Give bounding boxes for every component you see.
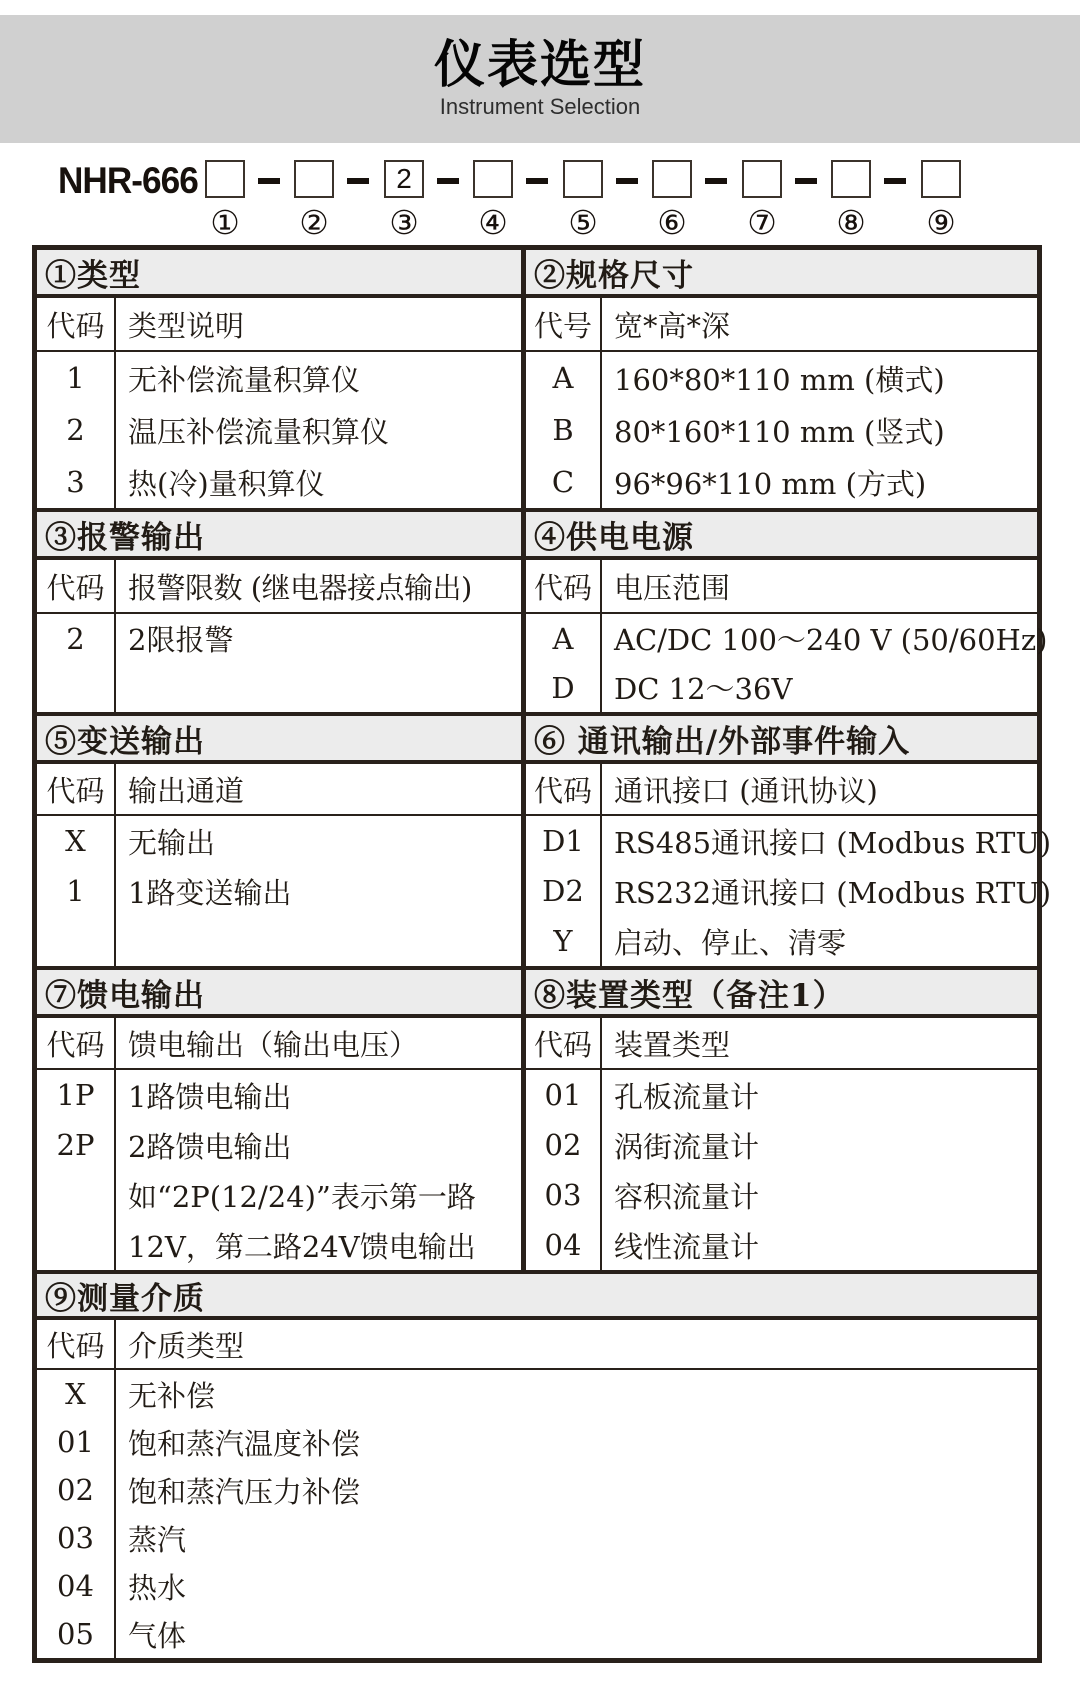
section-title: ①类型 <box>37 250 521 298</box>
code-cell: 02 <box>526 1120 602 1170</box>
code-cell: X <box>37 816 116 866</box>
table-row <box>37 1120 521 1170</box>
table-row <box>37 614 521 663</box>
desc-cell: 气体 <box>128 1618 187 1653</box>
desc-header-cell: 介质类型 <box>128 1328 245 1363</box>
code-header-cell: 代码 <box>37 560 116 612</box>
table-row <box>526 404 1037 456</box>
desc-cell: 容积流量计 <box>614 1179 760 1214</box>
desc-header-cell: 类型说明 <box>128 308 245 343</box>
section-title: ⑨测量介质 <box>37 1274 1037 1320</box>
block-type-dimensions <box>37 250 1037 508</box>
model-slot-box-1 <box>205 160 245 198</box>
desc-header-cell: 电压范围 <box>614 570 731 605</box>
model-slot-box-9 <box>921 160 961 198</box>
code-cell: 2 <box>37 614 116 663</box>
table-row <box>37 1610 1037 1658</box>
column-header-row <box>526 764 1037 816</box>
table-row <box>37 352 521 404</box>
desc-cell: 2限报警 <box>128 623 234 657</box>
slot-index-label-9: ⑨ <box>926 203 956 242</box>
column-header-row <box>37 560 521 614</box>
desc-header-cell: 宽*高*深 <box>614 308 731 343</box>
slot-index-label-1: ① <box>210 203 240 242</box>
dash-separator <box>884 178 906 184</box>
selection-table <box>32 245 1052 1663</box>
table-row <box>526 1170 1037 1220</box>
code-header-cell: 代码 <box>526 560 602 612</box>
model-slot-box-4 <box>473 160 513 198</box>
table-row <box>37 1466 1037 1514</box>
column-header-row <box>37 1320 1037 1370</box>
code-cell <box>37 1170 116 1220</box>
code-cell: 1 <box>37 352 116 404</box>
code-header-cell: 代码 <box>526 764 602 814</box>
code-cell: A <box>526 352 602 404</box>
code-header-cell: 代码 <box>37 298 116 350</box>
code-cell: 2 <box>37 404 116 456</box>
desc-cell: 2路馈电输出 <box>128 1129 292 1164</box>
desc-cell: 无补偿 <box>128 1378 216 1413</box>
column-header-row <box>526 560 1037 614</box>
section-device-type <box>526 970 1037 1270</box>
model-slot-box-3: 2 <box>384 160 424 198</box>
table-row <box>526 663 1037 712</box>
dash-separator <box>258 178 280 184</box>
code-cell: D2 <box>526 866 602 916</box>
desc-cell: 热水 <box>128 1570 187 1605</box>
section-comm-output <box>526 716 1052 966</box>
desc-cell: 96*96*110 mm (方式) <box>614 466 927 501</box>
desc-cell: 孔板流量计 <box>614 1079 760 1114</box>
table-row <box>37 404 521 456</box>
desc-cell: 温压补偿流量积算仪 <box>128 414 390 449</box>
code-cell: A <box>526 614 602 663</box>
code-cell: C <box>526 456 602 508</box>
code-cell: D1 <box>526 816 602 866</box>
slot-index-label-6: ⑥ <box>657 203 687 242</box>
section-measure-medium <box>37 1270 1037 1658</box>
table-row <box>37 456 521 508</box>
table-row <box>37 1562 1037 1610</box>
table-row <box>37 1170 521 1220</box>
table-row <box>37 866 521 916</box>
desc-cell: 启动、停止、清零 <box>614 925 847 960</box>
desc-cell: 热(冷)量积算仪 <box>128 466 325 501</box>
code-cell: 1 <box>37 866 116 916</box>
code-cell <box>37 916 116 966</box>
code-cell: B <box>526 404 602 456</box>
table-row <box>526 1220 1037 1270</box>
section-type <box>37 250 526 508</box>
code-cell: 3 <box>37 456 116 508</box>
table-row <box>37 663 521 712</box>
section-title: ④供电电源 <box>526 512 1037 560</box>
code-cell: 02 <box>37 1466 116 1514</box>
desc-cell: 1路馈电输出 <box>128 1079 292 1114</box>
code-cell: 2P <box>37 1120 116 1170</box>
code-cell: 03 <box>37 1514 116 1562</box>
table-row <box>37 1370 1037 1418</box>
column-header-row <box>526 298 1037 352</box>
model-prefix: NHR-666 <box>58 160 198 201</box>
block-alarm-power <box>37 508 1048 712</box>
slot-index-label-4: ④ <box>478 203 508 242</box>
code-header-cell: 代码 <box>526 1018 602 1068</box>
column-header-row <box>37 764 521 816</box>
code-header-cell: 代码 <box>37 1320 116 1368</box>
table-row <box>526 916 1037 966</box>
desc-cell: 1路变送输出 <box>128 875 292 910</box>
section-feed-output <box>37 970 526 1270</box>
section-title: ②规格尺寸 <box>526 250 1037 298</box>
slot-index-label-8: ⑧ <box>836 203 866 242</box>
code-cell: 1P <box>37 1070 116 1120</box>
section-alarm-output <box>37 512 526 712</box>
code-header-cell: 代码 <box>37 764 116 814</box>
desc-cell: 无补偿流量积算仪 <box>128 362 361 397</box>
section-title: ⑧装置类型（备注1） <box>526 970 1037 1018</box>
dash-separator <box>437 178 459 184</box>
desc-cell <box>116 663 128 712</box>
desc-cell: AC/DC 100～240 V (50/60Hz) <box>614 623 1048 657</box>
desc-cell <box>116 916 128 966</box>
desc-cell: 80*160*110 mm (竖式) <box>614 414 945 449</box>
desc-cell: 160*80*110 mm (横式) <box>614 362 945 397</box>
table-row <box>37 1220 521 1270</box>
code-header-cell: 代号 <box>526 298 602 350</box>
dash-separator <box>705 178 727 184</box>
code-cell: X <box>37 1370 116 1418</box>
code-cell: 04 <box>37 1562 116 1610</box>
table-row <box>526 614 1048 663</box>
table-row <box>526 1070 1037 1120</box>
code-cell <box>37 663 116 712</box>
model-slot-box-7 <box>742 160 782 198</box>
section-title: ③报警输出 <box>37 512 521 560</box>
code-cell: 05 <box>37 1610 116 1658</box>
desc-header-cell: 报警限数 (继电器接点输出) <box>128 570 472 605</box>
section-title: ⑦馈电输出 <box>37 970 521 1018</box>
table-row <box>37 916 521 966</box>
desc-cell: DC 12～36V <box>614 672 793 706</box>
block-feed-device <box>37 966 1037 1270</box>
column-header-row <box>37 1018 521 1070</box>
code-cell: 03 <box>526 1170 602 1220</box>
desc-cell: 如“2P(12/24)”表示第一路 <box>128 1179 476 1214</box>
table-row <box>37 1070 521 1120</box>
table-row <box>37 816 521 866</box>
desc-cell: 无输出 <box>128 825 216 860</box>
dash-separator <box>795 178 817 184</box>
code-cell: Y <box>526 916 602 966</box>
table-row <box>37 1418 1037 1466</box>
dash-separator <box>526 178 548 184</box>
model-slot-box-6 <box>652 160 692 198</box>
table-row <box>526 456 1037 508</box>
desc-header-cell: 输出通道 <box>128 773 245 808</box>
page-title: 仪表选型 <box>433 36 646 94</box>
code-cell <box>37 1220 116 1270</box>
table-row <box>526 866 1052 916</box>
code-cell: D <box>526 663 602 712</box>
section-transmit-output <box>37 716 526 966</box>
desc-cell: 12V，第二路24V馈电输出 <box>128 1229 476 1264</box>
desc-header-cell: 馈电输出（输出电压） <box>128 1027 419 1062</box>
desc-cell: RS485通讯接口 (Modbus RTU) <box>614 825 1052 860</box>
page-header <box>0 15 1080 143</box>
dash-separator <box>347 178 369 184</box>
page-subtitle: Instrument Selection <box>439 93 641 119</box>
table-row <box>37 1514 1037 1562</box>
model-slot-box-2 <box>294 160 334 198</box>
table-row <box>526 1120 1037 1170</box>
code-cell: 01 <box>526 1070 602 1120</box>
dash-separator <box>616 178 638 184</box>
column-header-row <box>37 298 521 352</box>
section-dimensions <box>526 250 1037 508</box>
section-power-supply <box>526 512 1048 712</box>
table-row <box>526 816 1052 866</box>
section-title: ⑤变送输出 <box>37 716 521 764</box>
code-cell: 04 <box>526 1220 602 1270</box>
desc-cell: 蒸汽 <box>128 1522 187 1557</box>
code-cell: 01 <box>37 1418 116 1466</box>
block-transmit-comm <box>37 712 1052 966</box>
model-slot-box-8 <box>831 160 871 198</box>
model-code-row <box>0 143 1080 245</box>
desc-cell: 饱和蒸汽压力补偿 <box>128 1474 361 1509</box>
desc-header-cell: 通讯接口 (通讯协议) <box>614 773 878 808</box>
section-title: ⑥ 通讯输出/外部事件输入 <box>526 716 1037 764</box>
desc-cell: 涡街流量计 <box>614 1129 760 1164</box>
code-header-cell: 代码 <box>37 1018 116 1068</box>
column-header-row <box>526 1018 1037 1070</box>
slot-index-label-2: ② <box>299 203 329 242</box>
desc-cell: RS232通讯接口 (Modbus RTU) <box>614 875 1052 910</box>
model-slot-box-5 <box>563 160 603 198</box>
slot-index-label-7: ⑦ <box>747 203 777 242</box>
slot-index-label-5: ⑤ <box>568 203 598 242</box>
slot-index-label-3: ③ <box>389 203 419 242</box>
desc-header-cell: 装置类型 <box>614 1027 731 1062</box>
desc-cell: 饱和蒸汽温度补偿 <box>128 1426 361 1461</box>
table-row <box>526 352 1037 404</box>
desc-cell: 线性流量计 <box>614 1229 760 1264</box>
